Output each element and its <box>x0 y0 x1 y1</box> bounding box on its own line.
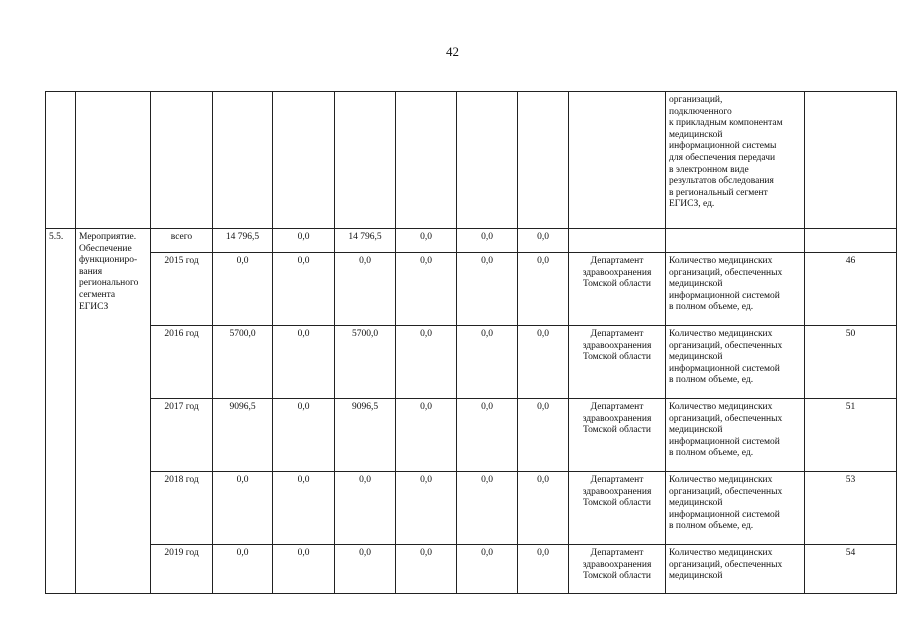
page-number: 42 <box>446 44 459 59</box>
value-cell: 0,0 <box>335 253 396 326</box>
value-cell: 0,0 <box>213 472 273 545</box>
value-cell: 5700,0 <box>213 326 273 399</box>
table-row <box>46 229 897 253</box>
value-cell: 5700,0 <box>335 326 396 399</box>
target-value-cell: 51 <box>805 399 897 472</box>
value-cell: 9096,5 <box>213 399 273 472</box>
cell-empty <box>805 92 897 229</box>
value-cell: 0,0 <box>396 472 457 545</box>
value-cell: 0,0 <box>518 399 569 472</box>
value-cell: 14 796,5 <box>335 229 396 253</box>
value-cell: 0,0 <box>518 229 569 253</box>
indicator-cell: Количество медицинских организаций, обеспеченных медицинской <box>666 545 805 594</box>
value-cell: 0,0 <box>396 229 457 253</box>
value-cell: 0,0 <box>457 545 518 594</box>
cell-empty <box>569 92 666 229</box>
value-cell: 9096,5 <box>335 399 396 472</box>
value-cell: 0,0 <box>335 545 396 594</box>
target-value-cell: 54 <box>805 545 897 594</box>
value-cell: 0,0 <box>457 472 518 545</box>
executor-cell: Департамент здравоохранения Томской области <box>569 326 666 399</box>
measure-title: Мероприятие. Обеспечение функциониро- вания регионального сегмента ЕГИСЗ <box>76 229 151 594</box>
indicator-cell: Количество медицинских организаций, обеспеченных медицинской информационной системой в полном объеме, ед. <box>666 326 805 399</box>
period-cell: 2017 год <box>151 399 213 472</box>
table-row <box>46 92 897 229</box>
value-cell: 0,0 <box>457 229 518 253</box>
cell-empty <box>273 92 335 229</box>
value-cell: 0,0 <box>335 472 396 545</box>
period-cell: всего <box>151 229 213 253</box>
target-value-cell: 46 <box>805 253 897 326</box>
value-cell: 0,0 <box>457 326 518 399</box>
indicator-cell: Количество медицинских организаций, обеспеченных медицинской информационной системой в полном объеме, ед. <box>666 399 805 472</box>
value-cell: 0,0 <box>273 229 335 253</box>
period-cell: 2019 год <box>151 545 213 594</box>
executor-cell: Департамент здравоохранения Томской области <box>569 472 666 545</box>
value-cell: 0,0 <box>518 545 569 594</box>
table-row <box>46 472 897 545</box>
cell-empty <box>666 229 805 253</box>
cell-empty <box>335 92 396 229</box>
value-cell: 14 796,5 <box>213 229 273 253</box>
period-cell: 2016 год <box>151 326 213 399</box>
cell-empty <box>213 92 273 229</box>
target-value-cell: 53 <box>805 472 897 545</box>
table-row <box>46 399 897 472</box>
value-cell: 0,0 <box>396 545 457 594</box>
cell-empty <box>46 92 76 229</box>
value-cell: 0,0 <box>273 399 335 472</box>
cell-empty <box>396 92 457 229</box>
value-cell: 0,0 <box>518 472 569 545</box>
executor-cell: Департамент здравоохранения Томской области <box>569 399 666 472</box>
value-cell: 0,0 <box>273 253 335 326</box>
value-cell: 0,0 <box>273 472 335 545</box>
value-cell: 0,0 <box>457 253 518 326</box>
value-cell: 0,0 <box>273 545 335 594</box>
value-cell: 0,0 <box>518 253 569 326</box>
cell-empty <box>518 92 569 229</box>
table-row <box>46 253 897 326</box>
value-cell: 0,0 <box>213 253 273 326</box>
value-cell: 0,0 <box>518 326 569 399</box>
executor-cell: Департамент здравоохранения Томской области <box>569 545 666 594</box>
cell-empty <box>151 92 213 229</box>
value-cell: 0,0 <box>213 545 273 594</box>
cell-empty <box>457 92 518 229</box>
cell-empty <box>76 92 151 229</box>
measure-number: 5.5. <box>46 229 76 594</box>
indicator-cell: Количество медицинских организаций, обеспеченных медицинской информационной системой в полном объеме, ед. <box>666 472 805 545</box>
indicator-cell: организаций, подключенного к прикладным компонентам медицинской информационной системы для обеспечения передачи в электронном виде результатов обследования в региональный сегмент ЕГИСЗ, ед. <box>666 92 805 229</box>
value-cell: 0,0 <box>396 253 457 326</box>
value-cell: 0,0 <box>396 399 457 472</box>
cell-empty <box>569 229 666 253</box>
target-value-cell: 50 <box>805 326 897 399</box>
program-measures-table <box>45 91 897 594</box>
table-row <box>46 545 897 594</box>
indicator-cell: Количество медицинских организаций, обеспеченных медицинской информационной системой в полном объеме, ед. <box>666 253 805 326</box>
period-cell: 2015 год <box>151 253 213 326</box>
value-cell: 0,0 <box>457 399 518 472</box>
table-row <box>46 326 897 399</box>
value-cell: 0,0 <box>396 326 457 399</box>
period-cell: 2018 год <box>151 472 213 545</box>
value-cell: 0,0 <box>273 326 335 399</box>
executor-cell: Департамент здравоохранения Томской области <box>569 253 666 326</box>
cell-empty <box>805 229 897 253</box>
